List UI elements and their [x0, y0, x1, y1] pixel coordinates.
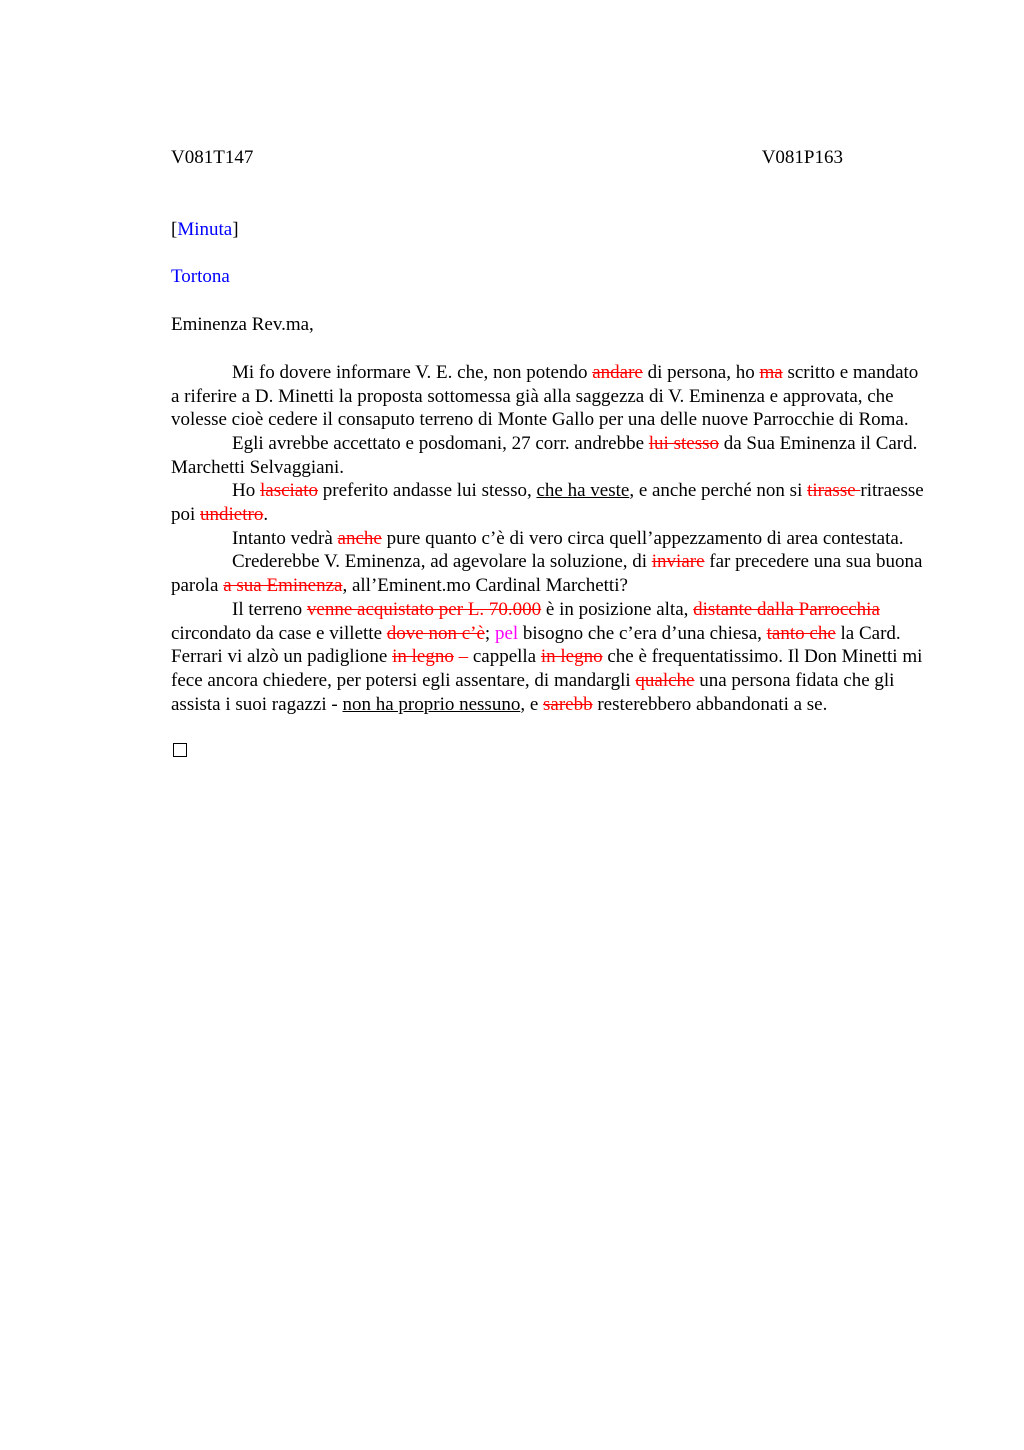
deleted-text: inviare: [651, 551, 705, 573]
salutation: Eminenza Rev.ma,: [171, 314, 314, 336]
text: Il terreno: [232, 598, 307, 620]
paragraph-4: [171, 527, 927, 551]
deleted-text: undietro: [200, 504, 264, 526]
text: Ho: [232, 480, 260, 502]
text: Crederebbe V. Eminenza, ad agevolare la soluzione, di: [232, 551, 652, 573]
paragraph-2: [171, 432, 927, 479]
deleted-text: sarebb: [543, 693, 593, 715]
left-code: V081T147: [171, 147, 254, 168]
text: che è frequentatissimo. Il Don Minetti mi fece ancora chiedere, per potersi egli assentare, di mandargli: [171, 646, 923, 691]
deleted-text: andare: [592, 361, 643, 383]
paragraph-6: [171, 598, 927, 717]
deleted-text: distante dalla Parrocchia: [693, 598, 880, 620]
paragraph-1: [171, 361, 927, 432]
text: una persona fidata che gli assista i suoi ragazzi -: [171, 669, 895, 715]
deleted-text: in legno: [392, 646, 454, 668]
text: bisogno che c’era d’una chiesa,: [518, 622, 767, 644]
underlined-text: che ha veste: [536, 480, 630, 502]
deleted-text: ma: [759, 361, 783, 383]
text: , e anche perché non si: [629, 480, 808, 502]
underlined-text: non ha proprio nessuno: [342, 693, 521, 715]
text: far precedere una sua buona parola: [171, 551, 923, 597]
text: la Card. Ferrari vi alzò un padiglione: [171, 622, 901, 668]
text: ritraesse poi: [171, 480, 924, 526]
text: è in posizione alta,: [541, 598, 694, 620]
document-page: [171, 146, 927, 764]
end-box-icon: [173, 743, 187, 757]
text: scritto e mandato a riferire a D. Minetti la proposta sottomessa già alla saggezza di V. Eminenza e approvata, che volesse cioè cedere il consaputo terreno di Monte Gallo per una delle nuove Parrocchie di Roma.: [171, 361, 919, 431]
text: cappella: [468, 646, 541, 668]
text: Intanto vedrà: [232, 527, 338, 549]
text: Egli avrebbe accettato e posdomani, 27 corr. andrebbe: [232, 432, 649, 454]
text: ;: [484, 622, 495, 644]
dash-mark: –: [453, 646, 469, 668]
text: resterebbero abbandonati a se.: [592, 693, 828, 715]
text: , all’Eminent.mo Cardinal Marchetti?: [342, 575, 628, 597]
deleted-text: dove non c’è: [386, 622, 485, 644]
deleted-text: in legno: [540, 646, 603, 668]
deleted-text: venne acquistato per L. 70.000: [306, 598, 542, 620]
place-label: Tortona: [171, 266, 230, 288]
text: preferito andasse lui stesso,: [318, 480, 537, 502]
deleted-text: tirasse: [807, 480, 861, 502]
text: circondato da case e villette: [171, 622, 387, 644]
text: di persona, ho: [642, 361, 760, 383]
deleted-text: lasciato: [259, 480, 319, 502]
paragraph-3: [171, 479, 927, 526]
deleted-text: anche: [337, 527, 382, 549]
right-code: V081P163: [761, 147, 843, 168]
letter-body: [171, 361, 927, 717]
deleted-text: a sua Eminenza: [223, 575, 343, 597]
text: Mi fo dovere informare V. E. che, non potendo: [232, 361, 593, 383]
header-codes: [171, 146, 843, 170]
text: , e: [520, 693, 544, 715]
paragraph-5: [171, 550, 927, 597]
document-type: Minuta: [177, 218, 233, 240]
text: da Sua Eminenza il Card. Marchetti Selvaggiani.: [171, 432, 918, 478]
document-type-label: [Minuta]: [171, 218, 239, 240]
text: pure quanto c’è di vero circa quell’appezzamento di area contestata.: [381, 527, 904, 549]
deleted-text: tanto che: [766, 622, 836, 644]
inserted-text: pel: [494, 622, 519, 644]
deleted-text: lui stesso: [648, 432, 719, 454]
text: .: [263, 504, 269, 526]
deleted-text: qualche: [635, 669, 695, 691]
